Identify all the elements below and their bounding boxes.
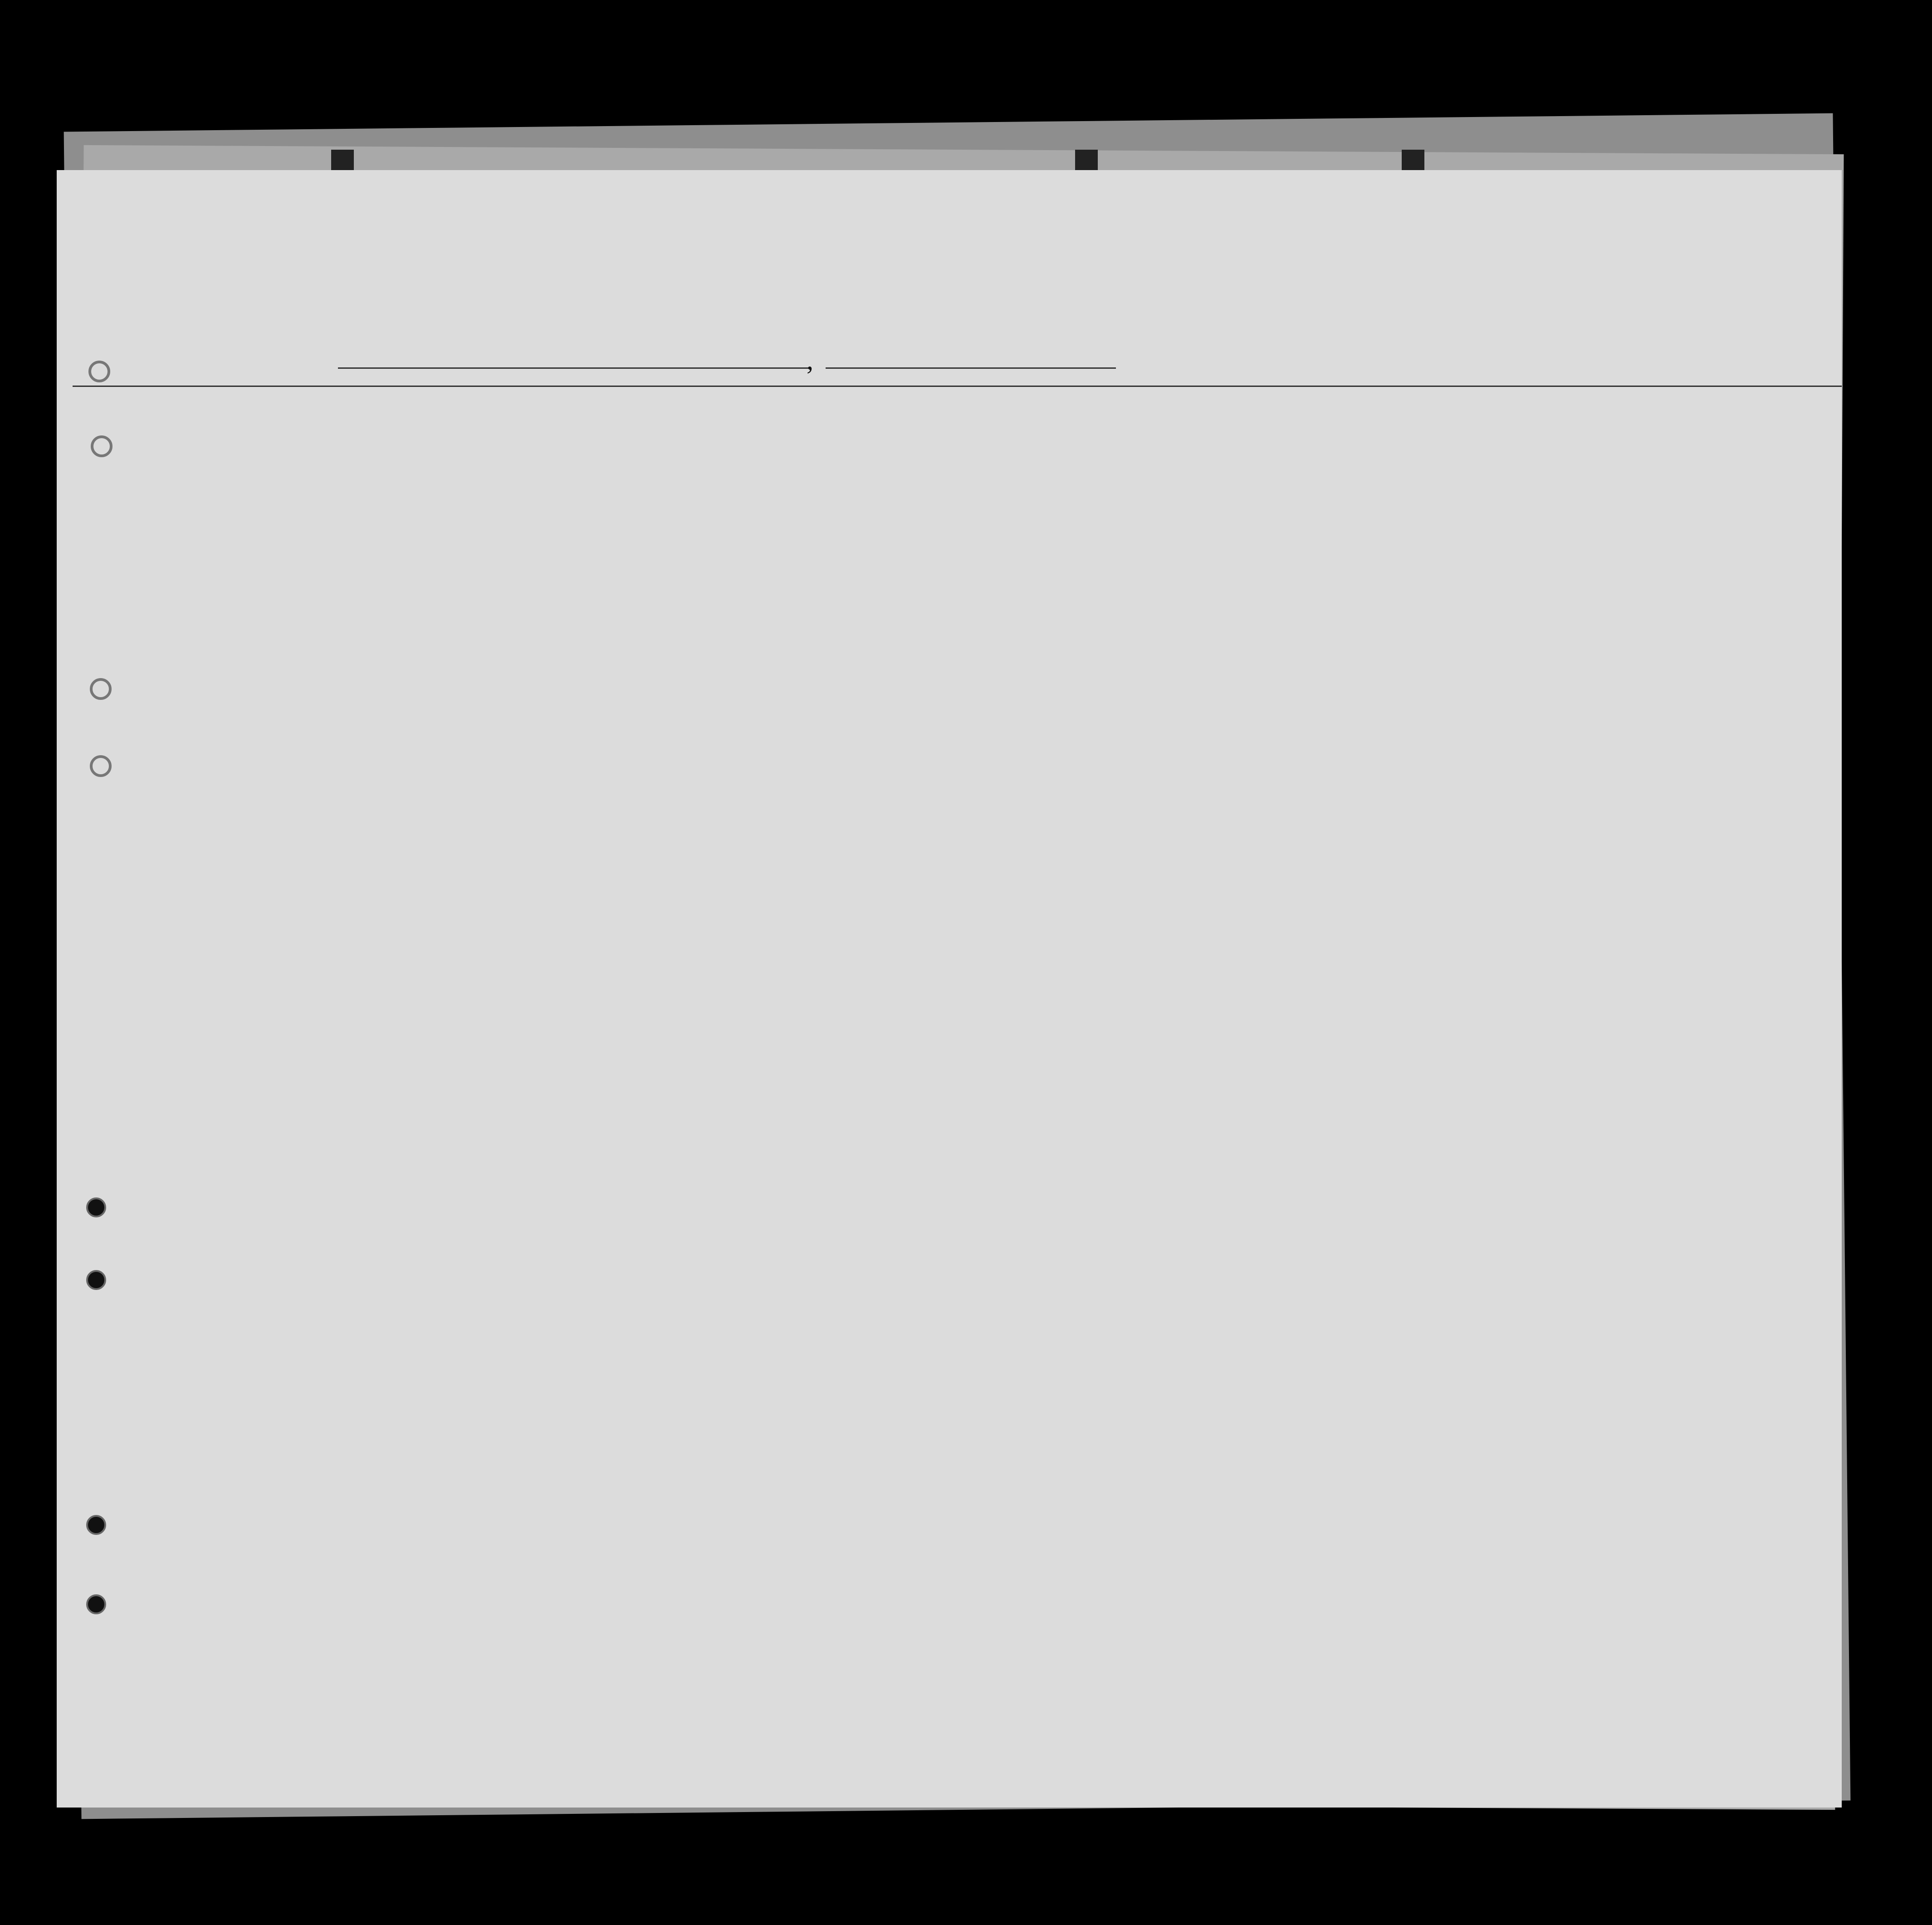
comma: , bbox=[807, 345, 813, 375]
